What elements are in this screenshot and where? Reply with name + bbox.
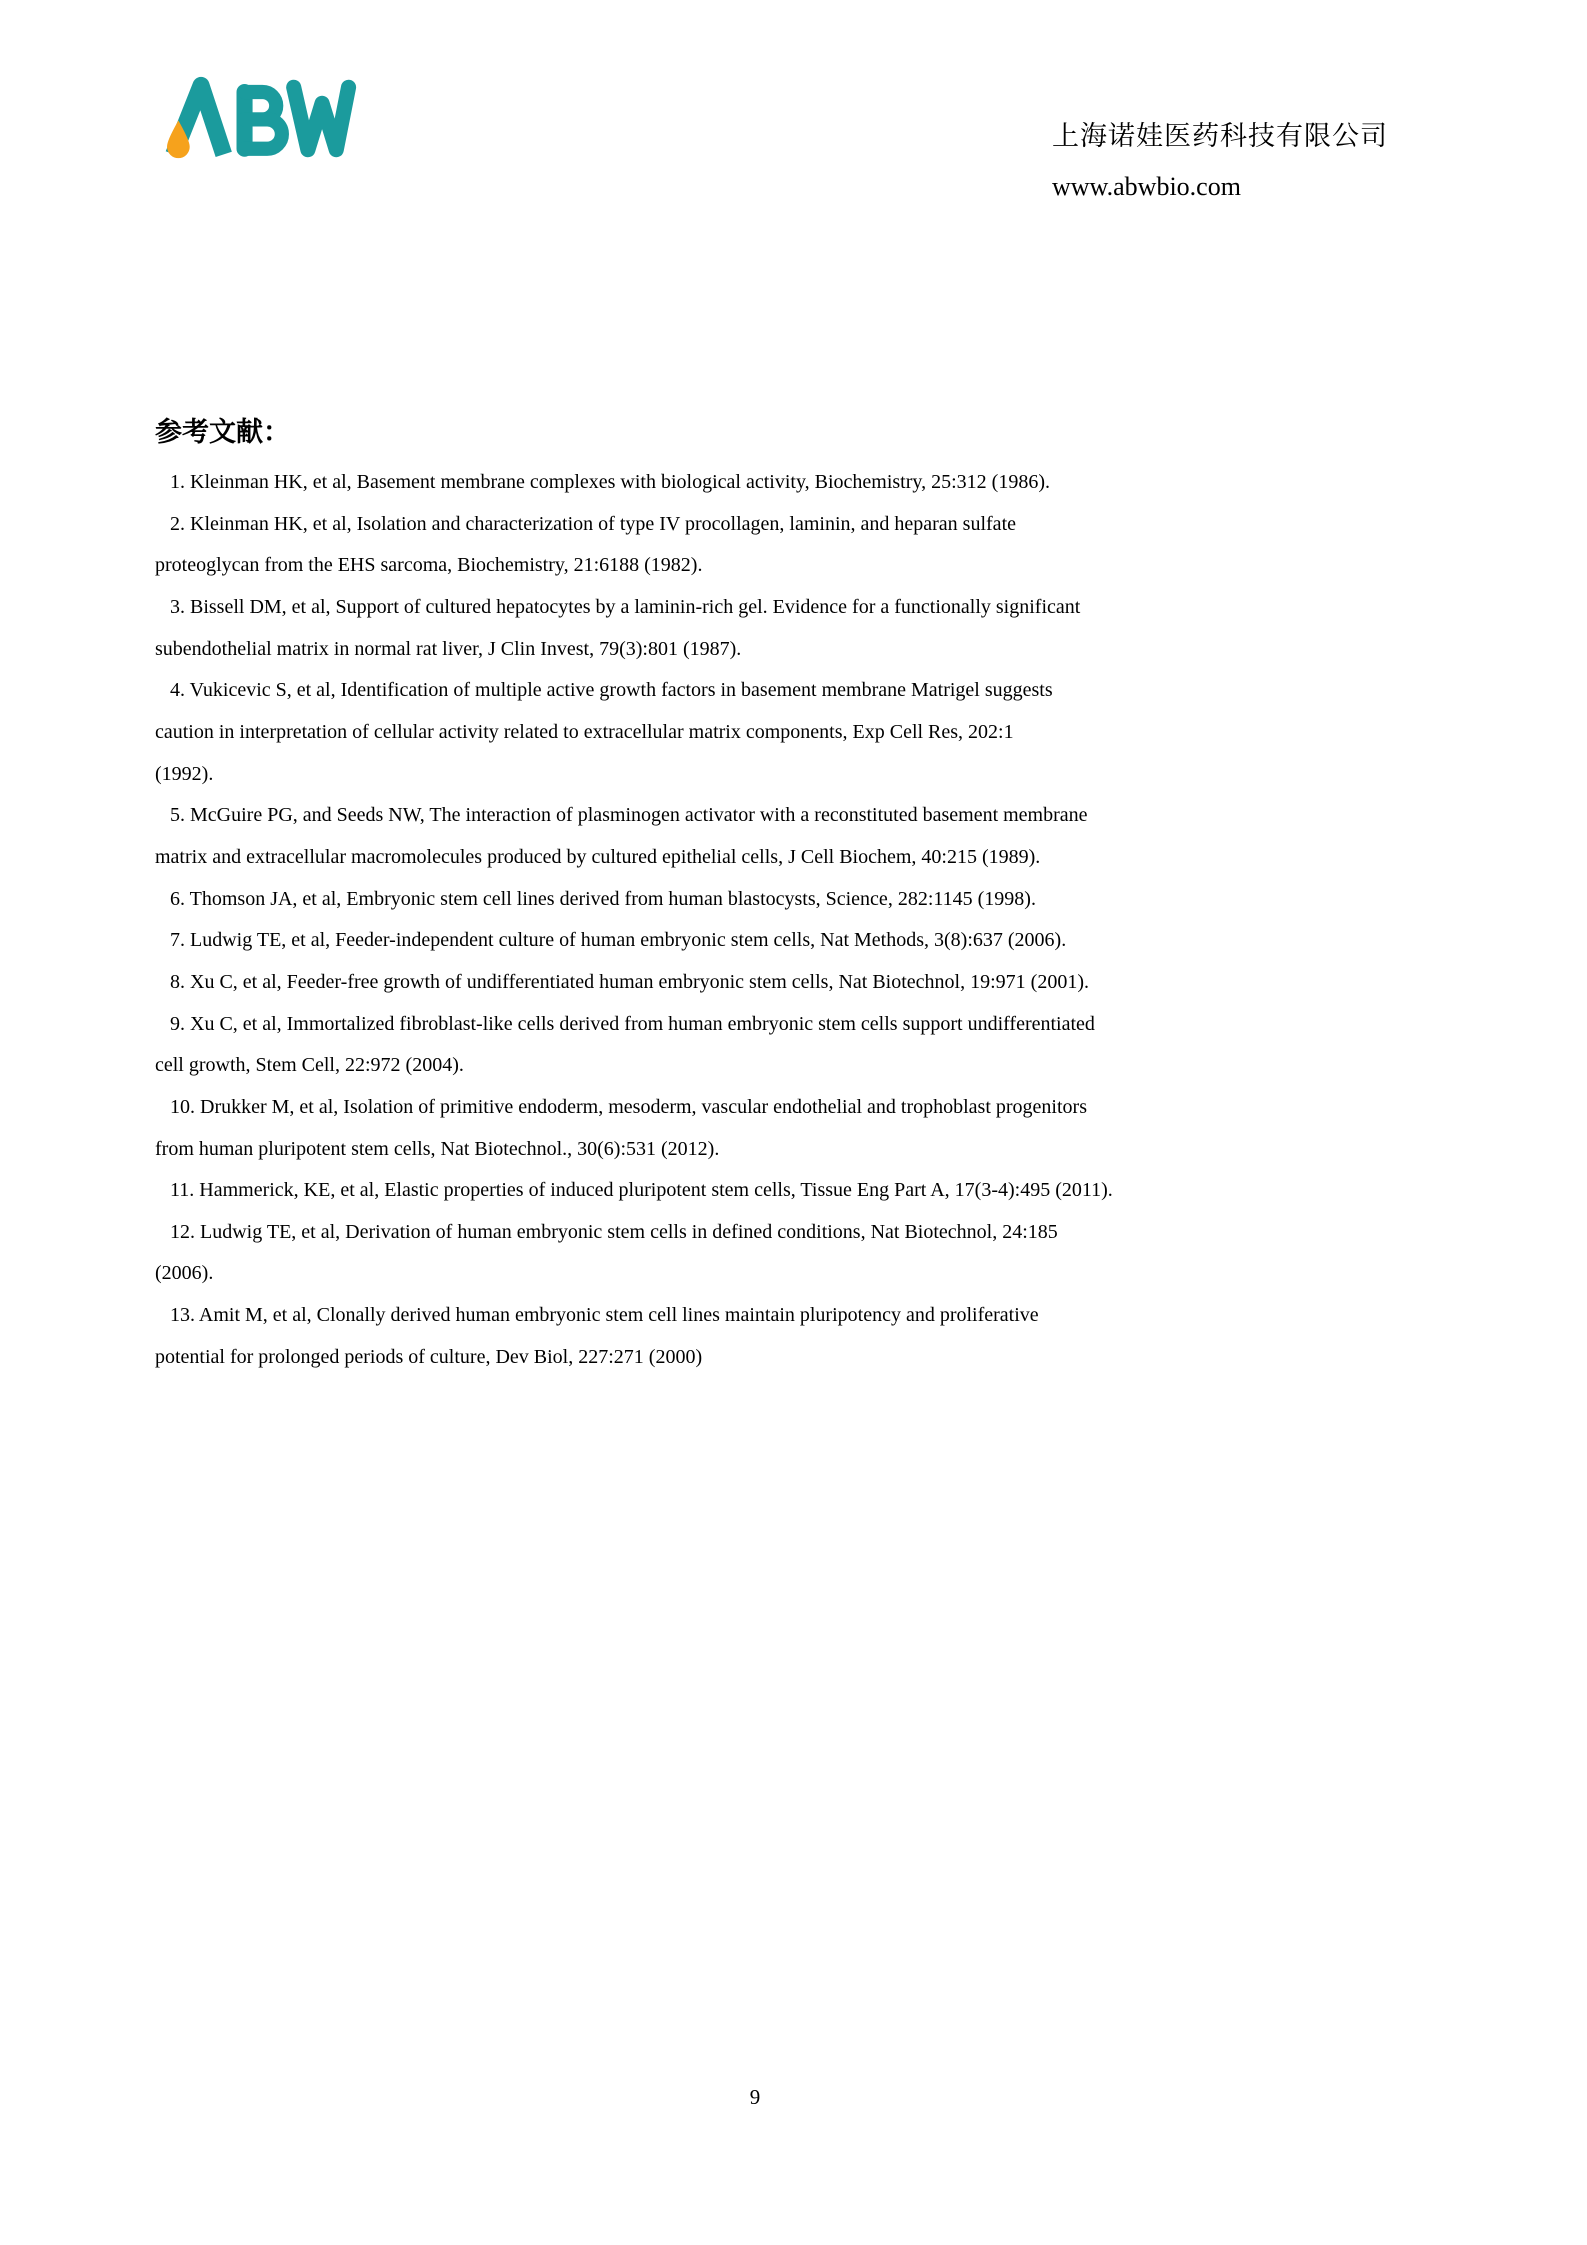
reference-line: 3. Bissell DM, et al, Support of cultured hepatocytes by a laminin-rich gel. Evidence for a functionally significant (170, 595, 1081, 618)
reference-line: 6. Thomson JA, et al, Embryonic stem cell lines derived from human blastocysts, Science, 282:1145 (1998). (170, 887, 1036, 910)
reference-line: potential for prolonged periods of culture, Dev Biol, 227:271 (2000) (155, 1345, 703, 1368)
reference-line: 5. McGuire PG, and Seeds NW, The interaction of plasminogen activator with a reconstituted basement membrane (170, 804, 1088, 827)
reference-line: (2006). (155, 1262, 214, 1285)
reference-line: 9. Xu C, et al, Immortalized fibroblast-like cells derived from human embryonic stem cells support undifferentiated (170, 1012, 1095, 1035)
references-list (155, 462, 1475, 1378)
reference-line: subendothelial matrix in normal rat liver, J Clin Invest, 79(3):801 (1987). (155, 637, 742, 660)
company-name: 上海诺娃医药科技有限公司 (1052, 121, 1388, 151)
page-number: 9 (749, 2085, 761, 2109)
reference-line: 12. Ludwig TE, et al, Derivation of human embryonic stem cells in defined conditions, Nat Biotechnol, 24:185 (170, 1220, 1058, 1243)
reference-line: 2. Kleinman HK, et al, Isolation and characterization of type IV procollagen, laminin, and heparan sulfate (170, 512, 1016, 535)
logo-letter-w (294, 87, 349, 149)
reference-line: from human pluripotent stem cells, Nat Biotechnol., 30(6):531 (2012). (155, 1137, 720, 1160)
website-url: www.abwbio.com (1052, 172, 1241, 201)
reference-line: (1992). (155, 762, 214, 785)
header-right-block (1052, 118, 1388, 204)
reference-line: matrix and extracellular macromolecules produced by cultured epithelial cells, J Cell Biochem, 40:215 (1989). (155, 845, 1041, 868)
reference-line: 7. Ludwig TE, et al, Feeder-independent culture of human embryonic stem cells, Nat Methods, 3(8):637 (2006). (170, 929, 1067, 952)
reference-line: caution in interpretation of cellular activity related to extracellular matrix components, Exp Cell Res, 202:1 (155, 720, 1014, 743)
reference-line: 8. Xu C, et al, Feeder-free growth of undifferentiated human embryonic stem cells, Nat Biotechnol, 19:971 (2001). (170, 970, 1089, 993)
reference-line: 4. Vukicevic S, et al, Identification of multiple active growth factors in basement membrane Matrigel suggests (170, 679, 1053, 702)
reference-line: 10. Drukker M, et al, Isolation of primitive endoderm, mesoderm, vascular endothelial and trophoblast progenitors (170, 1095, 1087, 1118)
references-heading: 参考文献： (155, 417, 290, 447)
reference-line: 11. Hammerick, KE, et al, Elastic properties of induced pluripotent stem cells, Tissue Eng Part A, 17(3-4):495 (2011). (170, 1179, 1113, 1202)
reference-line: 1. Kleinman HK, et al, Basement membrane complexes with biological activity, Biochemistry, 25:312 (1986). (170, 471, 1050, 493)
reference-line: proteoglycan from the EHS sarcoma, Biochemistry, 21:6188 (1982). (155, 554, 703, 577)
reference-line: 13. Amit M, et al, Clonally derived human embryonic stem cell lines maintain pluripotency and proliferative (170, 1304, 1039, 1327)
abw-logo (150, 72, 358, 164)
reference-line: cell growth, Stem Cell, 22:972 (2004). (155, 1054, 464, 1077)
